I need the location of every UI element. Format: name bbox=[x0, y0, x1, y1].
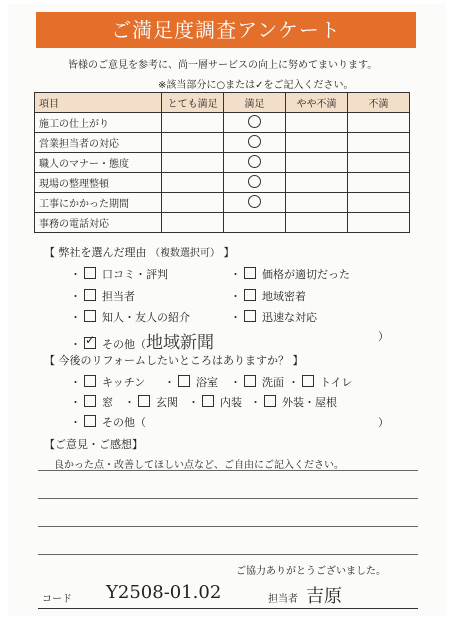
rating-cell[interactable] bbox=[224, 173, 286, 193]
option-label: 地域密着 bbox=[262, 290, 306, 303]
option-label: 洗面 bbox=[262, 376, 284, 389]
option-exterior-roof[interactable]: ・ 外装・屋根 bbox=[250, 396, 337, 409]
option-interior[interactable]: ・ 内装 bbox=[188, 396, 242, 409]
rating-cell[interactable] bbox=[224, 193, 286, 213]
checkbox[interactable] bbox=[138, 395, 150, 407]
option-window[interactable]: ・ 窓 bbox=[70, 396, 113, 409]
staff-label: 担当者 bbox=[268, 594, 298, 605]
rating-cell[interactable] bbox=[348, 153, 410, 173]
bracket-close: 】 bbox=[223, 246, 235, 259]
option-label: 窓 bbox=[102, 396, 113, 409]
checkbox[interactable] bbox=[84, 289, 96, 301]
option-label: その他（ bbox=[102, 338, 146, 351]
table-row bbox=[35, 213, 410, 233]
column-header: 不満 bbox=[348, 93, 410, 113]
rating-cell[interactable] bbox=[286, 133, 348, 153]
row-label: 職人のマナー・態度 bbox=[35, 153, 162, 173]
table-row bbox=[35, 113, 410, 133]
rating-cell[interactable] bbox=[286, 213, 348, 233]
checkbox[interactable] bbox=[244, 310, 256, 322]
survey-sheet bbox=[8, 4, 446, 616]
option-label: 玄関 bbox=[156, 396, 178, 409]
option-label: 価格が適切だった bbox=[262, 268, 350, 281]
option-label: 外装・屋根 bbox=[282, 396, 337, 409]
option-price[interactable]: ・ 価格が適切だった bbox=[230, 268, 350, 281]
checkbox[interactable] bbox=[84, 310, 96, 322]
code-label: コード bbox=[42, 594, 72, 605]
option-reviews[interactable]: ・ 口コミ・評判 bbox=[70, 268, 168, 281]
circle-mark-icon bbox=[248, 135, 261, 148]
comment-line bbox=[38, 554, 418, 555]
checkbox-checked[interactable] bbox=[84, 337, 96, 349]
rating-cell[interactable] bbox=[162, 153, 224, 173]
option-toilet[interactable]: ・ トイレ bbox=[288, 376, 353, 389]
rating-cell[interactable] bbox=[162, 193, 224, 213]
table-row bbox=[35, 173, 410, 193]
comments-heading: 【ご意見・ご感想】 bbox=[44, 438, 143, 451]
rating-cell[interactable] bbox=[348, 193, 410, 213]
row-label: 工事にかかった期間 bbox=[35, 193, 162, 213]
survey-title: ご満足度調査アンケート bbox=[36, 12, 416, 48]
rating-cell[interactable] bbox=[348, 113, 410, 133]
rating-cell[interactable] bbox=[348, 173, 410, 193]
rating-cell[interactable] bbox=[286, 193, 348, 213]
option-label: 内装 bbox=[220, 396, 242, 409]
column-header: 項目 bbox=[35, 93, 162, 113]
option-other[interactable]: ・✓ その他（地域新聞 bbox=[70, 328, 214, 353]
checkbox[interactable] bbox=[84, 375, 96, 387]
option-label: その他（ bbox=[102, 416, 146, 429]
checkbox[interactable] bbox=[244, 267, 256, 279]
option-label: トイレ bbox=[320, 376, 353, 389]
reason-heading-sub: （複数選択可） bbox=[150, 248, 220, 259]
option-entrance[interactable]: ・ 玄関 bbox=[124, 396, 178, 409]
option-staff[interactable]: ・ 担当者 bbox=[70, 290, 135, 303]
future-other-close-paren: ） bbox=[378, 416, 389, 429]
option-quick-response[interactable]: ・ 迅速な対応 bbox=[230, 311, 317, 324]
comments-prompt: 良かった点・改善してほしい点など、ご自由にご記入ください。 bbox=[54, 460, 344, 471]
checkbox[interactable] bbox=[264, 395, 276, 407]
checkbox[interactable] bbox=[84, 415, 96, 427]
thanks-text: ご協力ありがとうございました。 bbox=[236, 566, 386, 577]
option-label: 口コミ・評判 bbox=[102, 268, 168, 281]
future-heading: 【 今後のリフォームしたいところはありますか？ 】 bbox=[44, 354, 304, 367]
staff-value: 吉原 bbox=[306, 586, 342, 607]
rating-cell[interactable] bbox=[286, 173, 348, 193]
checkbox[interactable] bbox=[178, 375, 190, 387]
option-local[interactable]: ・ 地域密着 bbox=[230, 290, 306, 303]
table-row bbox=[35, 133, 410, 153]
checkbox[interactable] bbox=[84, 267, 96, 279]
option-bathroom[interactable]: ・ 浴室 bbox=[164, 376, 218, 389]
checkbox[interactable] bbox=[202, 395, 214, 407]
code-value: Y2508-01.02 bbox=[106, 582, 222, 603]
comment-line bbox=[38, 470, 418, 471]
reason-heading bbox=[44, 244, 235, 260]
column-header: やや不満 bbox=[286, 93, 348, 113]
checkbox[interactable] bbox=[302, 375, 314, 387]
reason-heading-text: 弊社を選んだ理由 bbox=[58, 246, 147, 259]
row-label: 営業担当者の対応 bbox=[35, 133, 162, 153]
rating-cell[interactable] bbox=[348, 213, 410, 233]
option-label: 知人・友人の紹介 bbox=[102, 311, 190, 324]
column-header: 満足 bbox=[224, 93, 286, 113]
rating-cell[interactable] bbox=[162, 213, 224, 233]
circle-mark-icon bbox=[248, 115, 261, 128]
rating-cell[interactable] bbox=[162, 133, 224, 153]
table-header-row bbox=[35, 93, 410, 113]
footer-code-row bbox=[38, 582, 418, 609]
option-kitchen[interactable]: ・ キッチン bbox=[70, 376, 146, 389]
option-referral[interactable]: ・ 知人・友人の紹介 bbox=[70, 311, 190, 324]
bracket-open: 【 bbox=[44, 246, 55, 259]
table-row bbox=[35, 153, 410, 173]
rating-cell[interactable] bbox=[348, 133, 410, 153]
circle-mark-icon bbox=[248, 195, 261, 208]
intro-text: 皆様のご意見を参考に、尚一層サービスの向上に努めてまいります。 bbox=[68, 60, 378, 71]
rating-cell[interactable] bbox=[224, 113, 286, 133]
row-label: 事務の電話対応 bbox=[35, 213, 162, 233]
rating-cell[interactable] bbox=[286, 113, 348, 133]
rating-cell[interactable] bbox=[224, 133, 286, 153]
option-label: 浴室 bbox=[196, 376, 218, 389]
checkbox[interactable] bbox=[244, 289, 256, 301]
checkbox[interactable] bbox=[84, 395, 96, 407]
checkbox[interactable] bbox=[244, 375, 256, 387]
option-label: キッチン bbox=[102, 376, 146, 389]
comment-line bbox=[38, 498, 418, 499]
option-label: 迅速な対応 bbox=[262, 311, 317, 324]
option-future-other[interactable]: ・ その他（ bbox=[70, 416, 146, 429]
other-close-paren: ） bbox=[378, 330, 389, 343]
rating-cell[interactable] bbox=[162, 173, 224, 193]
table-row bbox=[35, 193, 410, 213]
satisfaction-table bbox=[34, 92, 410, 233]
option-label: 担当者 bbox=[102, 290, 135, 303]
instruction-note: ※該当部分に○または✓をご記入ください。 bbox=[158, 80, 354, 91]
other-handwritten-text: 地域新聞 bbox=[146, 333, 214, 353]
row-label: 現場の整理整頓 bbox=[35, 173, 162, 193]
option-washroom[interactable]: ・ 洗面 bbox=[230, 376, 284, 389]
rating-cell[interactable] bbox=[224, 153, 286, 173]
circle-mark-icon bbox=[248, 155, 261, 168]
row-label: 施工の仕上がり bbox=[35, 113, 162, 133]
rating-cell[interactable] bbox=[162, 113, 224, 133]
rating-cell[interactable] bbox=[224, 213, 286, 233]
circle-mark-icon bbox=[248, 175, 261, 188]
comment-line bbox=[38, 526, 418, 527]
column-header: とても満足 bbox=[162, 93, 224, 113]
rating-cell[interactable] bbox=[286, 153, 348, 173]
